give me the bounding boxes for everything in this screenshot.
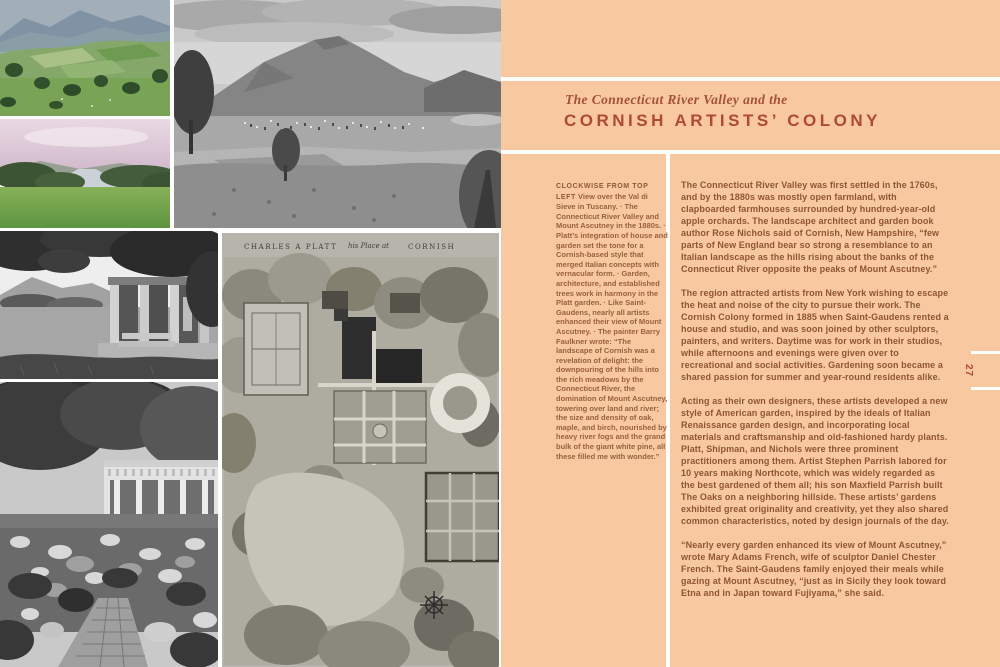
body-paragraph: Acting as their own designers, these artists developed a new style of American garden, inspired by the ideals of Italian Renaissance garden design, and incorporating local materials and craftsmanship and old-fashioned hardy plants. Platt, Shipman, and Nichols were three prominent practitioners among them. Artist Stephen Parrish labored for 10 years making Northcote, which was widely regarded as the best gardened of them all; his son Maxfield Parrish built The Oaks on a neighboring hillside. These artists’ gardens exhibited great originality and creativity, yet they also shared common characteristics, noted by design journals of the day. (681, 396, 949, 526)
photo-caption (556, 181, 668, 461)
body-paragraph: “Nearly every garden enhanced its view of Mount Ascutney,” wrote Mary Adams French, wife of sculptor Daniel Chester French. The Saint-Gaudens family enjoyed their meals while gazing at Mount Ascutney, “just as in Sicily they look toward Etna and in Japan toward Fujiyama,” she said. (681, 540, 947, 598)
chapter-subtitle: The Connecticut River Valley and the (565, 92, 788, 107)
ascutney-photo-art (174, 0, 501, 228)
photo-connecticut-river-dusk (0, 119, 170, 228)
body-text-column (681, 179, 951, 611)
plan-title-place: CORNISH (408, 243, 456, 251)
caption-text: View over the Val di Sieve in Tuscany. · The Connecticut River Valley and Mount Ascutney in the 1880s. · Platt’s integration of house and garden set the tone for a Cornish-based style that merged Italian concepts with vernacular form. · Garden, architecture, and established trees work in harmony in the Platt garden. · Like Saint-Gaudens, nearly all artists enhanced their view of Mount Ascutney. · The painter Barry Faulkner wrote: “The landscape of Cornish was a revelation of delight: the downpouring of the hills into the rich meadows by the Connecticut River, the domination of Mount Ascutney, towering over land and river; the size and density of oak, maple, and birch, nourished by heavy river fogs and the grand bulk of the giant white pine, all these filled me with wonder.” (556, 191, 668, 461)
plan-title-mid: his Place at (348, 242, 389, 250)
body-paragraph: The Connecticut River Valley was first settled in the 1760s, and by the 1880s was mostly open farmland, with clapboarded farmhouses surrounded by hundred-year-old apple orchards. The landscape architect and garden book author Rose Nichols said of Cornish, New Hampshire, “few parts of New England bear so strong a resemblance to an Italian landscape as the hills rising about the banks of the Connecticut River opposite the peaks of Mount Ascutney.” (681, 180, 940, 274)
river-photo-art (0, 119, 170, 228)
photo-mount-ascutney-1880s (174, 0, 501, 228)
caption-lead-in: CLOCKWISE FROM TOP LEFT (556, 183, 649, 201)
garden-photo-art (0, 382, 218, 667)
photo-tuscany-val-di-sieve (0, 0, 170, 116)
rule-under-title (501, 150, 1000, 154)
rule-top (501, 77, 1000, 81)
page-number-value: 27 (963, 363, 975, 377)
plan-title-name: CHARLES A PLATT (244, 243, 338, 251)
photo-platt-garden (0, 382, 218, 667)
right-page-text (501, 0, 1000, 667)
page-number (957, 357, 981, 383)
pergola-photo-art (0, 231, 218, 379)
chapter-title: CORNISH ARTISTS’ COLONY (564, 111, 881, 130)
tuscany-photo-art (0, 0, 170, 116)
folio-rule-bottom (971, 387, 1000, 390)
folio-rule-top (971, 351, 1000, 354)
illustration-platt-garden-plan (222, 233, 499, 667)
body-paragraph: The region attracted artists from New York wishing to escape the heat and noise of the city to pursue their work. The Cornish Colony formed in 1885 when Saint-Gaudens rented a house and studio, and was soon joined by other sculptors, painters, and writers. Daytime was for work in their studios, while afternoons and evenings were given over to recreational and social activities. Gardening soon became a shared passion for summer and year-round residents alike. (681, 288, 949, 382)
photo-platt-pergola (0, 231, 218, 379)
garden-plan-art (222, 233, 499, 667)
